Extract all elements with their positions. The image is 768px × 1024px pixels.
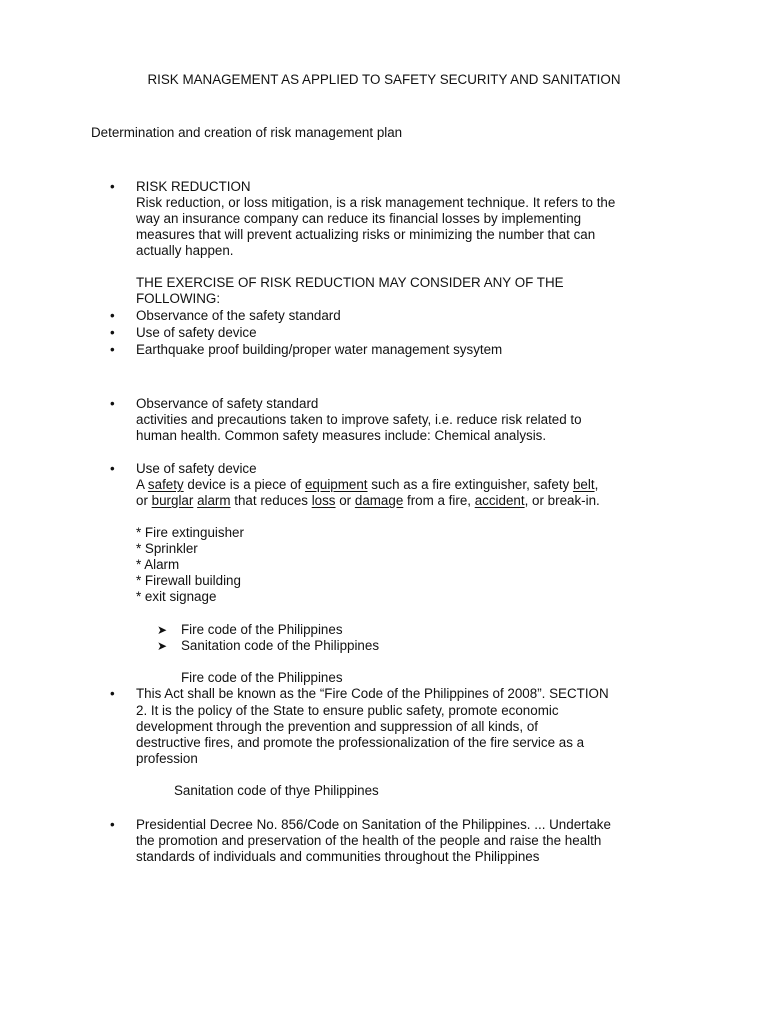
device-item: * Fire extinguisher bbox=[136, 525, 244, 540]
safety-device-heading: • Use of safety device bbox=[136, 461, 257, 477]
fire-code-line: profession bbox=[136, 751, 198, 766]
risk-reduction-line: way an insurance company can reduce its financial losses by implementing bbox=[136, 211, 582, 226]
link-alarm[interactable]: alarm bbox=[197, 493, 231, 508]
text-run: A bbox=[136, 477, 148, 492]
link-safety[interactable]: safety bbox=[147, 477, 184, 492]
link-belt[interactable]: belt bbox=[572, 477, 595, 492]
risk-reduction-line: actually happen. bbox=[136, 243, 234, 258]
code-item: ➤ Fire code of the Philippines bbox=[181, 622, 343, 638]
risk-reduction-line: measures that will prevent actualizing risks or minimizing the number that can bbox=[136, 227, 596, 242]
link-accident[interactable]: accident bbox=[474, 493, 525, 508]
subtitle: Determination and creation of risk management plan bbox=[91, 125, 403, 140]
list-item: • Observance of the safety standard bbox=[136, 308, 341, 324]
risk-reduction-line: Risk reduction, or loss mitigation, is a risk management technique. It refers to the bbox=[136, 195, 616, 210]
text-run: from a fire, bbox=[403, 493, 475, 508]
list-item: • Use of safety device bbox=[136, 325, 257, 341]
risk-reduction-heading: • RISK REDUCTION bbox=[136, 179, 251, 195]
device-item: * exit signage bbox=[136, 589, 217, 604]
link-damage[interactable]: damage bbox=[354, 493, 404, 508]
sanitation-code-line: the promotion and preservation of the health of the people and raise the health bbox=[136, 833, 602, 848]
link-loss[interactable]: loss bbox=[311, 493, 336, 508]
exercise-line: FOLLOWING: bbox=[136, 291, 221, 306]
code-item: ➤ Sanitation code of the Philippines bbox=[181, 638, 379, 654]
text-run: device is a piece of bbox=[183, 477, 305, 492]
fire-code-heading: Fire code of the Philippines bbox=[181, 670, 343, 685]
fire-code-line: • This Act shall be known as the “Fire Code of the Philippines of 2008”. SECTION bbox=[136, 686, 609, 702]
safety-device-line bbox=[136, 477, 598, 493]
device-item: * Sprinkler bbox=[136, 541, 198, 556]
text-run: or bbox=[136, 493, 152, 508]
page-title: RISK MANAGEMENT AS APPLIED TO SAFETY SECURITY AND SANITATION bbox=[147, 72, 621, 87]
list-item: • Earthquake proof building/proper water management sysytem bbox=[136, 342, 502, 358]
exercise-line: THE EXERCISE OF RISK REDUCTION MAY CONSIDER ANY OF THE bbox=[136, 275, 564, 290]
link-burglar[interactable]: burglar bbox=[151, 493, 194, 508]
safety-standard-line: human health. Common safety measures include: Chemical analysis. bbox=[136, 428, 547, 443]
device-item: * Firewall building bbox=[136, 573, 241, 588]
text-run: , or break-in. bbox=[524, 493, 600, 508]
text-run: or bbox=[335, 493, 355, 508]
safety-standard-heading: • Observance of safety standard bbox=[136, 396, 318, 412]
sanitation-code-line: standards of individuals and communities throughout the Philippines bbox=[136, 849, 540, 864]
text-run: that reduces bbox=[230, 493, 312, 508]
text-run: , bbox=[594, 477, 599, 492]
device-item: * Alarm bbox=[136, 557, 180, 572]
fire-code-line: development through the prevention and suppression of all kinds, of bbox=[136, 719, 538, 734]
sanitation-code-heading: Sanitation code of thye Philippines bbox=[174, 783, 379, 798]
fire-code-line: 2. It is the policy of the State to ensure public safety, promote economic bbox=[136, 703, 559, 718]
text-run: such as a fire extinguisher, safety bbox=[367, 477, 573, 492]
fire-code-line: destructive fires, and promote the professionalization of the fire service as a bbox=[136, 735, 585, 750]
safety-standard-line: activities and precautions taken to improve safety, i.e. reduce risk related to bbox=[136, 412, 582, 427]
link-equipment[interactable]: equipment bbox=[304, 477, 368, 492]
sanitation-code-line: • Presidential Decree No. 856/Code on Sanitation of the Philippines. ... Undertake bbox=[136, 817, 611, 833]
safety-device-line bbox=[136, 493, 600, 509]
